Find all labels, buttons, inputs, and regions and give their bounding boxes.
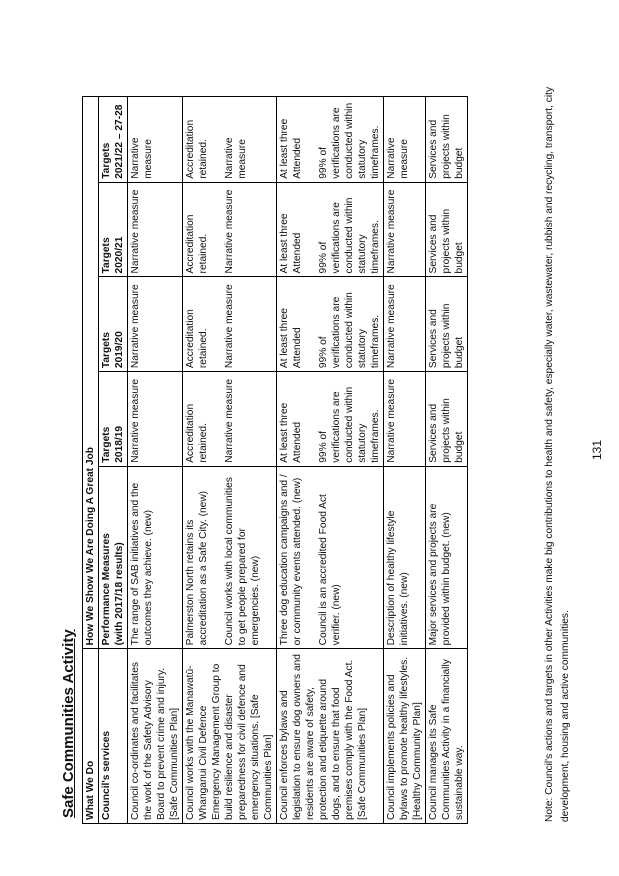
target-cell: Narrative measure <box>128 372 183 467</box>
target-item: Narrative measure <box>224 137 248 179</box>
target-item: Accreditation retained. <box>185 309 209 369</box>
target-item: 99% of verifications are conducted within statutory timeframes. <box>318 292 381 369</box>
table-row <box>384 97 426 824</box>
target-2018-header-line2: 2018/19 <box>114 425 125 463</box>
target-item: At least three Attended <box>279 213 303 274</box>
target-item: Narrative measure <box>224 378 235 463</box>
measure-cell <box>277 466 384 649</box>
measure-cell: Major services and projects are provided within budget. (new) <box>426 466 468 649</box>
table-row <box>426 97 468 824</box>
page-number: 131 <box>590 439 604 460</box>
footnote: Note: Council's actions and targets in other Activities make big contributions to health and safety, especially water, wastewater, rubbish and recycling, transport, city development, housing and active communities. <box>544 86 571 822</box>
target-2018-header-line1: Targets <box>101 426 112 463</box>
target-cell: Narrative measure <box>384 372 426 467</box>
table-row <box>128 97 183 824</box>
target-item: 99% of verifications are conducted within statutory timeframes. <box>318 386 381 463</box>
measure-cell <box>183 466 277 649</box>
target-cell <box>277 277 384 372</box>
measures-header-line2: (with 2017/18 results) <box>114 542 125 646</box>
target-cell: Narrative measure <box>384 277 426 372</box>
target-cell <box>277 97 384 183</box>
target-item: Narrative measure <box>224 284 235 369</box>
service-cell: Council works with the Manawatū-Whanganui Civil Defence Emergency Management Group to build resilience and disaster preparedness for civil defence and emergency situations. [Safe Communities Plan] <box>183 649 277 824</box>
target-cell <box>183 182 277 277</box>
target-cell: Narrative measure <box>128 182 183 277</box>
measure-cell: The range of SAB initiatives and the outcomes they achieve. (new) <box>128 466 183 649</box>
target-cell <box>183 277 277 372</box>
measure-item: Palmerston North retains its accreditation as a Safe City. (new) <box>185 490 209 646</box>
measure-item: Council works with local communities to get people prepared for emergencies. (new) <box>224 477 261 646</box>
target-cell: Narrative measure <box>128 97 183 183</box>
target-cell: Services and projects within budget <box>426 277 468 372</box>
measure-item: Three dog education campaigns and / or community events attended. (new) <box>279 474 303 646</box>
column-header-row <box>99 97 128 824</box>
target-2020-header-line2: 2020/21 <box>114 236 125 274</box>
target-cell: Narrative measure <box>384 97 426 183</box>
target-2020-header <box>99 182 128 277</box>
page-title: Safe Communities Activity <box>60 629 77 818</box>
what-we-do-header: What We Do <box>83 649 99 824</box>
target-cell <box>277 372 384 467</box>
service-cell: Council implements policies and bylaws to promote healthy lifestyles. [Healthy Community Plan] <box>384 649 426 824</box>
table-row <box>277 97 384 824</box>
target-item: 99% of verifications are conducted within statutory timeframes. <box>318 102 381 179</box>
target-item: Accreditation retained. <box>185 119 209 179</box>
target-item: At least three Attended <box>279 118 303 179</box>
target-cell: Services and projects within budget <box>426 97 468 183</box>
table-row <box>183 97 277 824</box>
service-cell: Council co-ordinates and facilitates the work of the Safety Advisory Board to prevent crime and injury. [Safe Communities Plan] <box>128 649 183 824</box>
target-2019-header <box>99 277 128 372</box>
target-2019-header-line1: Targets <box>101 332 112 369</box>
target-2021-header <box>99 97 128 183</box>
target-cell <box>183 372 277 467</box>
target-item: At least three Attended <box>279 308 303 369</box>
target-cell: Narrative measure <box>128 277 183 372</box>
target-cell: Narrative measure <box>384 182 426 277</box>
target-cell <box>183 97 277 183</box>
safe-communities-table <box>82 96 468 824</box>
target-cell: Services and projects within budget <box>426 182 468 277</box>
target-2021-header-line1: Targets <box>101 142 112 179</box>
service-cell: Council enforces bylaws and legislation to ensure dog owners and residents are aware of safety, protection and etiquette around dogs, and to ensure that food premises comply with the Food Act. [Safe Communities Plan] <box>277 649 384 824</box>
target-2020-header-line1: Targets <box>101 237 112 274</box>
target-cell <box>277 182 384 277</box>
target-item: 99% of verifications are conducted within statutory timeframes. <box>318 197 381 274</box>
target-item: Accreditation retained. <box>185 403 209 463</box>
target-cell: Services and projects within budget <box>426 372 468 467</box>
measure-item: Council is an accredited Food Act verifier. (new) <box>318 494 342 646</box>
target-item: Accreditation retained. <box>185 214 209 274</box>
measures-header <box>99 466 128 649</box>
service-cell: Council manages its Safe Communities Activity in a financially sustainable way. <box>426 649 468 824</box>
target-2018-header <box>99 372 128 467</box>
measures-header-line1: Performance Measures <box>101 533 112 646</box>
target-item: At least three Attended <box>279 402 303 463</box>
target-2021-header-line2: 2021/22 – 27-28 <box>114 104 125 179</box>
measure-cell: Description of healthy lifestyle initiatives. (new) <box>384 466 426 649</box>
target-2019-header-line2: 2019/20 <box>114 331 125 369</box>
group-header-row <box>83 97 99 824</box>
services-header: Council's services <box>99 649 128 824</box>
how-we-show-header: How We Show We Are Doing A Great Job <box>83 97 99 649</box>
target-item: Narrative measure <box>224 189 235 274</box>
